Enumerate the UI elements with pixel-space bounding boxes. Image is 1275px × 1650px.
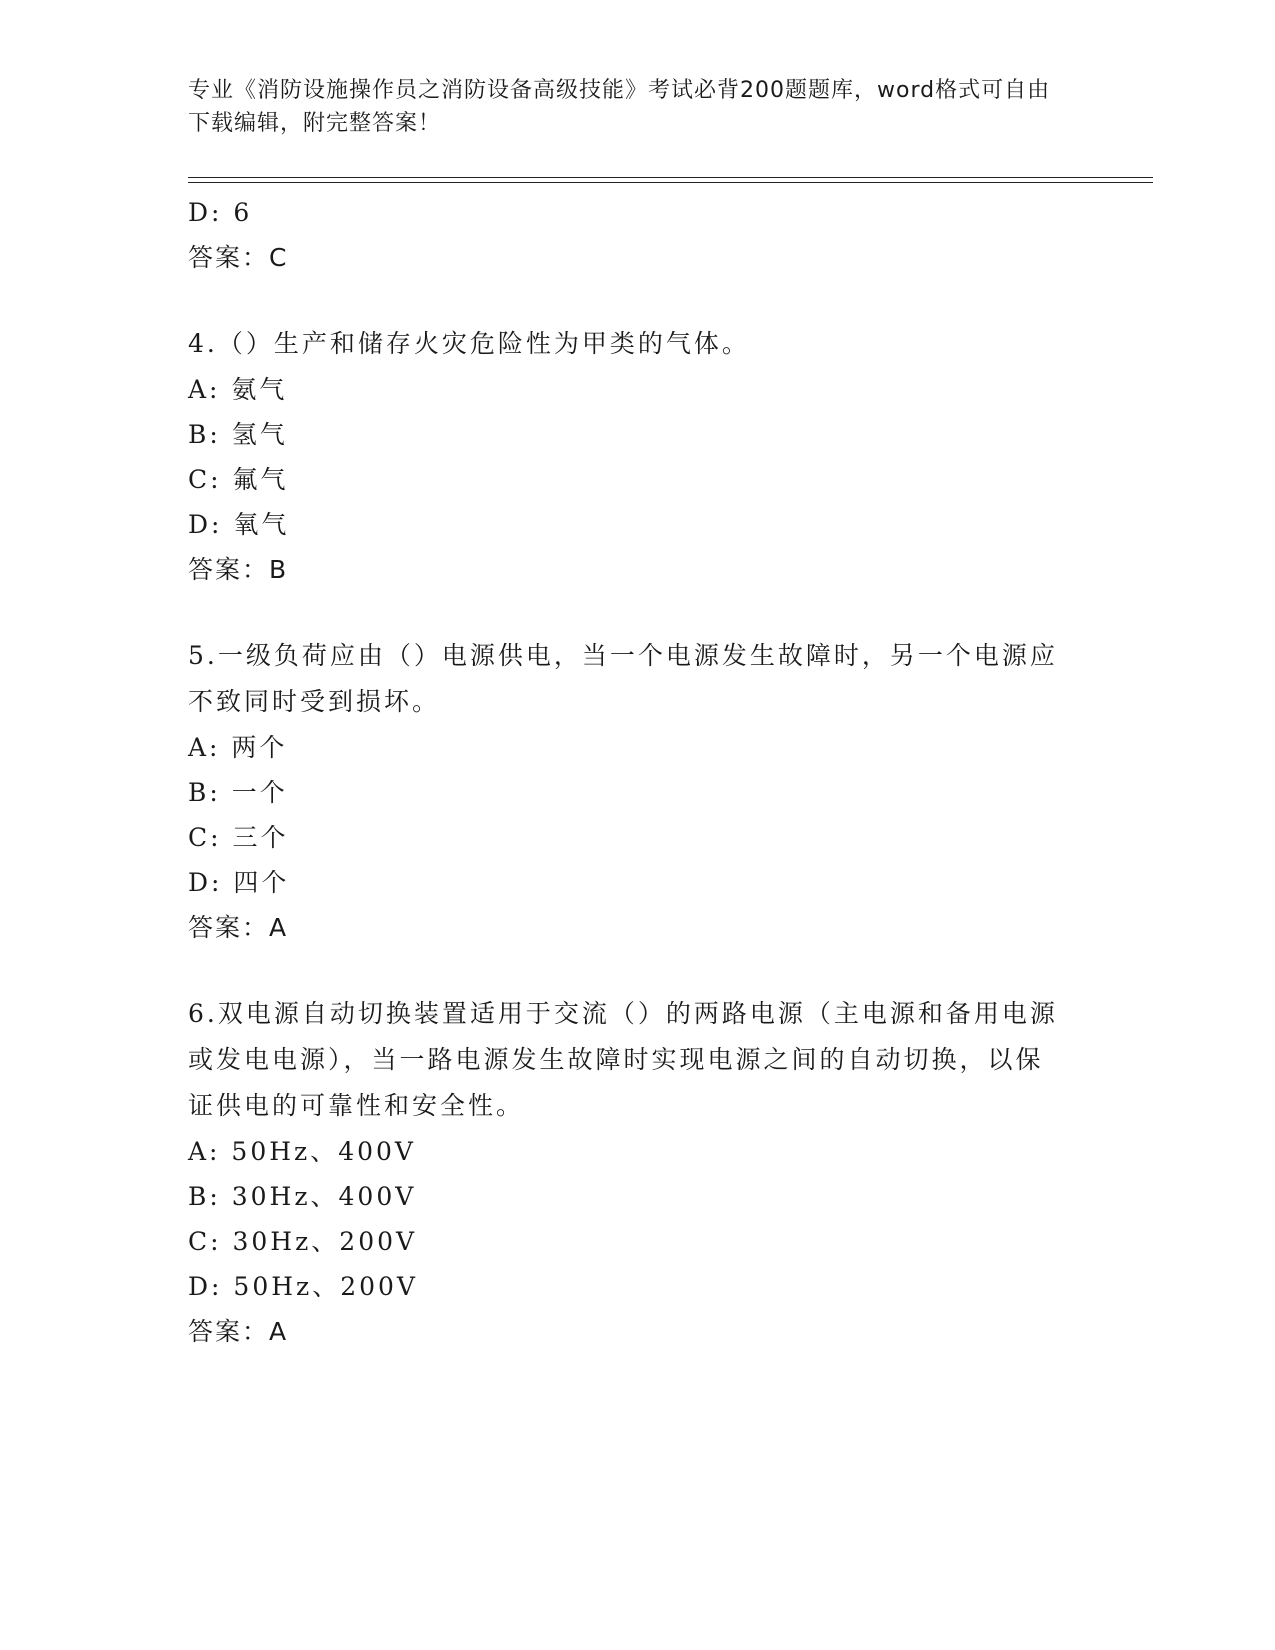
question-content xyxy=(188,190,1068,1355)
option-d: D: 6 xyxy=(188,198,253,227)
answer-line: 答案：A xyxy=(188,1317,289,1346)
option-b: B: 氢气 xyxy=(188,420,288,449)
option-b: B: 一个 xyxy=(188,778,288,807)
answer-line: 答案：C xyxy=(188,243,289,272)
option-d: D: 四个 xyxy=(188,868,290,897)
header-divider-bottom xyxy=(188,182,1153,183)
option-a: A: 两个 xyxy=(188,733,288,762)
option-a: A: 氨气 xyxy=(188,375,288,404)
option-a: A: 50Hz、400V xyxy=(188,1137,416,1166)
answer-line: 答案：A xyxy=(188,913,289,942)
question-stem: 6.双电源自动切换装置适用于交流（）的两路电源（主电源和备用电源或发电电源），当一路电源发生故障时实现电源之间的自动切换，以保证供电的可靠性和安全性。 xyxy=(188,999,1058,1120)
header-divider-top xyxy=(188,177,1153,178)
spacer xyxy=(188,593,1068,633)
answer-line: 答案：B xyxy=(188,555,289,584)
question-stem: 5.一级负荷应由（）电源供电，当一个电源发生故障时，另一个电源应不致同时受到损坏。 xyxy=(188,641,1058,716)
option-c: C: 三个 xyxy=(188,823,289,852)
option-c: C: 30Hz、200V xyxy=(188,1227,418,1256)
option-c: C: 氟气 xyxy=(188,465,289,494)
spacer xyxy=(188,281,1068,321)
document-header: 专业《消防设施操作员之消防设备高级技能》考试必背200题题库，word格式可自由下载编辑，附完整答案！ xyxy=(188,78,1051,136)
spacer xyxy=(188,951,1068,991)
option-d: D: 氧气 xyxy=(188,510,290,539)
question-stem: 4.（）生产和储存火灾危险性为甲类的气体。 xyxy=(188,329,750,358)
option-b: B: 30Hz、400V xyxy=(188,1182,417,1211)
option-d: D: 50Hz、200V xyxy=(188,1272,418,1301)
